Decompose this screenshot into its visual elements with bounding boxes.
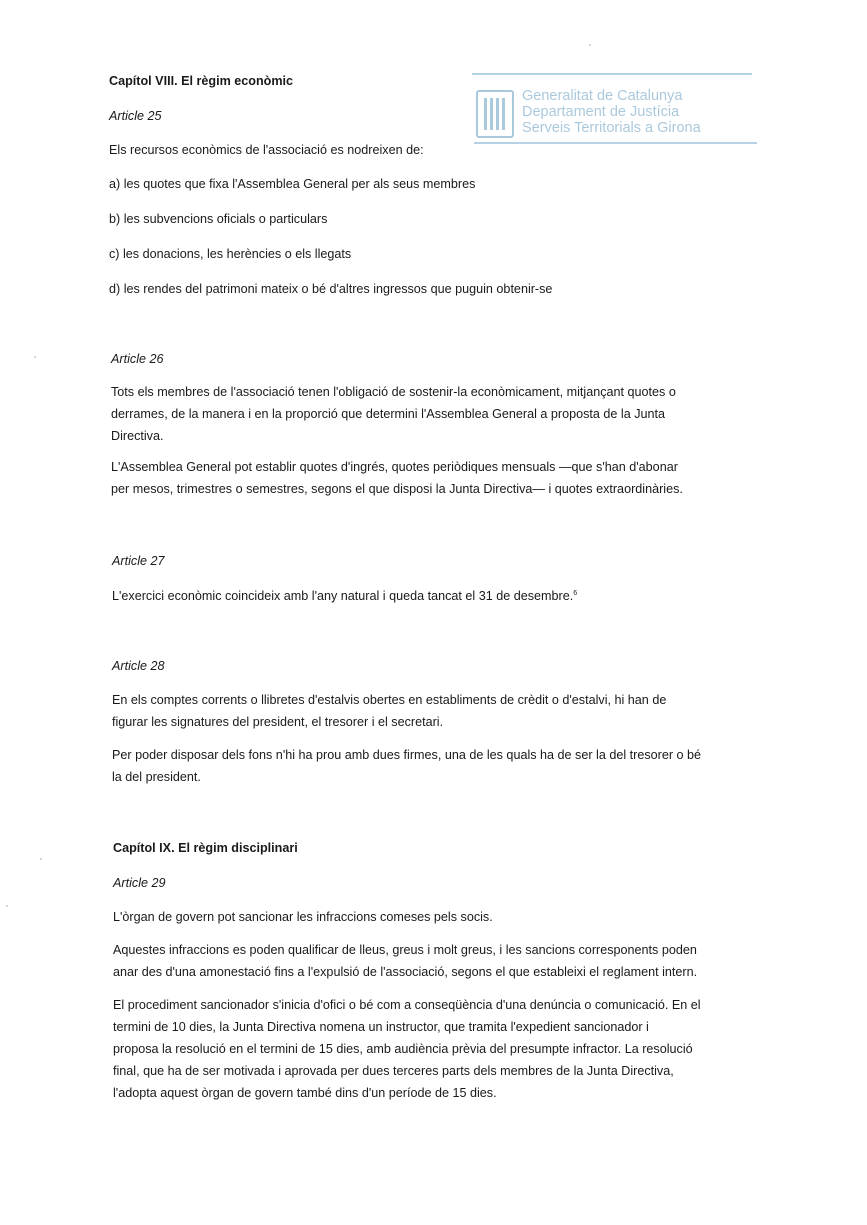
stamp-line-3: Serveis Territorials a Girona	[522, 120, 701, 136]
article-29-p2-line-2: anar des d'una amonestació fins a l'expulsió de l'associació, segons el que estableixi el reglament intern.	[113, 965, 698, 979]
article-29-p2-line-1: Aquestes infraccions es poden qualificar de lleus, greus i molt greus, i les sancions corresponents poden	[113, 943, 697, 957]
article-29-p3-line-4: final, que ha de ser motivada i aprovada per dues terceres parts dels membres de la Junta Directiva,	[113, 1064, 674, 1078]
stamp-line-2: Departament de Justícia	[522, 104, 680, 120]
article-26-p2-line-1: L'Assemblea General pot establir quotes d'ingrés, quotes periòdiques mensuals —que s'han d'abonar	[111, 460, 678, 474]
article-28-heading: Article 28	[112, 659, 165, 673]
article-29-p1-line-1: L'òrgan de govern pot sancionar les infraccions comeses pels socis.	[113, 910, 493, 924]
footnote-marker: 6	[573, 589, 578, 597]
generalitat-logo-icon	[476, 90, 514, 138]
article-25-item-c: c) les donacions, les herències o els llegats	[109, 247, 352, 261]
article-29-p3-line-1: El procediment sancionador s'inicia d'ofici o bé com a conseqüència d'una denúncia o comunicació. En el	[113, 998, 701, 1012]
article-28-p1-line-1: En els comptes corrents o llibretes d'estalvis obertes en establiments de crèdit o d'estalvi, hi han de	[112, 693, 667, 707]
article-28-p2-line-1: Per poder disposar dels fons n'hi ha prou amb dues firmes, una de les quals ha de ser la del tresorer o bé	[112, 748, 702, 762]
article-26-p1-line-1: Tots els membres de l'associació tenen l'obligació de sostenir-la econòmicament, mitjançant quotes o	[111, 385, 676, 399]
official-stamp	[472, 70, 757, 150]
stamp-line-1: Generalitat de Catalunya	[522, 88, 683, 104]
article-25-item-b: b) les subvencions oficials o particulars	[109, 212, 328, 226]
article-26-p2-line-2: per mesos, trimestres o semestres, segons el que disposi la Junta Directiva— i quotes extraordinàries.	[111, 482, 683, 496]
chapter-9-heading: Capítol IX. El règim disciplinari	[113, 841, 298, 855]
article-26-p1-line-2: derrames, de la manera i en la proporció que determini l'Assemblea General a proposta de la Junta	[111, 407, 666, 421]
article-26-p1-line-3: Directiva.	[111, 429, 164, 443]
article-27-sentence: L'exercici econòmic coincideix amb l'any natural i queda tancat el 31 de desembre.	[112, 589, 574, 603]
stamp-bottom-line	[474, 142, 757, 144]
scan-speck	[34, 356, 36, 358]
scan-speck	[6, 905, 8, 907]
article-25-item-a: a) les quotes que fixa l'Assemblea General per als seus membres	[109, 177, 476, 191]
article-28-p1-line-2: figurar les signatures del president, el tresorer i el secretari.	[112, 715, 444, 729]
scan-speck	[589, 44, 591, 46]
article-25-item-d: d) les rendes del patrimoni mateix o bé d'altres ingressos que puguin obtenir-se	[109, 282, 553, 296]
article-25-heading: Article 25	[109, 109, 162, 123]
article-29-p3-line-2: termini de 10 dies, la Junta Directiva nomena un instructor, que tramita l'expedient sancionador i	[113, 1020, 649, 1034]
chapter-8-heading: Capítol VIII. El règim econòmic	[109, 74, 294, 88]
stamp-top-line	[472, 73, 752, 75]
article-26-heading: Article 26	[111, 352, 164, 366]
scan-speck	[40, 858, 42, 860]
article-29-p3-line-3: proposa la resolució en el termini de 15 dies, amb audiència prèvia del presumpte infractor. La resolució	[113, 1042, 693, 1056]
article-25-intro: Els recursos econòmics de l'associació es nodreixen de:	[109, 143, 424, 157]
article-27-heading: Article 27	[112, 554, 165, 568]
article-28-p2-line-2: la del president.	[112, 770, 201, 784]
article-29-heading: Article 29	[113, 876, 166, 890]
article-29-p3-line-5: l'adopta aquest òrgan de govern també dins d'un període de 15 dies.	[113, 1086, 497, 1100]
article-27-text	[112, 585, 577, 607]
